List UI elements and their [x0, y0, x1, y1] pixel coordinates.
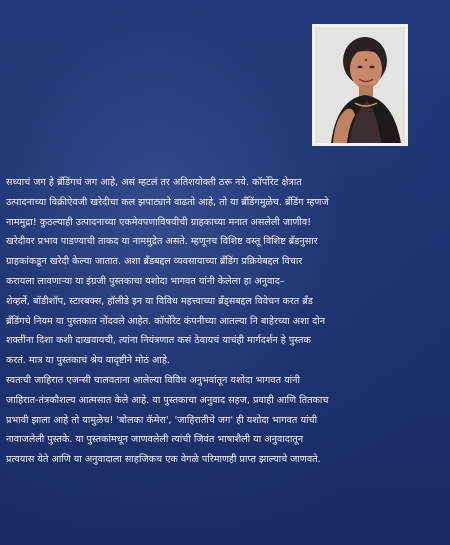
blurb-line: ब्रँडिंगचे नियम या पुस्तकात नोंदवले आहेत. कॉर्पोरेट कंपनीच्या आतल्या नि बाहेरच्या अशा दोन — [6, 315, 326, 327]
blurb-paragraph-1 — [6, 173, 440, 371]
blurb-line: खरेदीवर प्रभाव पाडण्याची ताकद या नाममुद्रेत असते. म्हणूनच विशिष्ट वस्तू विशिष्ट ब्रँडनुसार — [6, 236, 318, 248]
blurb-line: प्रत्ययास येते आणि या अनुवादाला साहजिकच एक वेगळे परिमाणही प्राप्त झाल्याचे जाणवते. — [6, 454, 321, 466]
blurb-paragraph-2 — [6, 371, 440, 470]
author-photo-frame — [312, 24, 408, 146]
blurb-line: ग्राहकांकडून खरेदी केल्या जातात. अशा ब्रँडबद्दल व्यवसायाच्या ब्रँडिंग प्रक्रियेबद्दल विचार — [6, 256, 303, 268]
author-portrait-icon — [315, 27, 405, 143]
blurb-line: करायला लावणाऱ्या या इंग्रजी पुस्तकाचा यशोदा भागवत यांनी केलेला हा अनुवाद– — [6, 275, 285, 287]
author-portrait-svg — [315, 27, 405, 143]
blurb-line: शक्तींना दिशा कशी दाखवायची, त्यांना नियंत्रणात कसं ठेवायचं याचंही मार्गदर्शन हे पुस्तक — [6, 335, 311, 347]
blurb-line: उत्पादनाच्या विक्रीऐवजी खरेदीचा कल झपाट्याने वाढतो आहे, तो या ब्रँडिंगमुळेच. ब्रँडिंग म्हणजे — [6, 196, 329, 208]
blurb-line: नावाजलेली पुस्तके. या पुस्तकांमधून जाणवलेली त्यांची जिवंत भाषाशैली या अनुवादातून — [6, 434, 304, 446]
blurb-line: करतं. मात्र या पुस्तकाचं श्रेय यादृष्टीने मोठं आहे. — [6, 355, 170, 367]
blurb-line: सध्याचं जग हे ब्रँडिंगचं जग आहे, असं म्हटलं तर अतिशयोक्ती ठरू नये. कॉर्पोरेट क्षेत्रात — [6, 177, 302, 188]
blurb-line: स्वतःची जाहिरात एजन्सी चालवताना आलेल्या विविध अनुभवांतून यशोदा भागवत यांनी — [6, 374, 300, 386]
blurb-line: प्रभावी झाला आहे तो यामुळेच! 'बोलका कॅमेरा', 'जाहिरातीचे जग' ही यशोदा भागवत यांची — [6, 414, 318, 426]
book-blurb — [6, 173, 440, 470]
blurb-line: नाममुद्रा! कुठल्याही उत्पादनाच्या एकमेवपणाविषयीची ग्राहकाच्या मनात असलेली जाणीव! — [6, 216, 312, 228]
blurb-line: शेव्हर्ले, बॉडीशॉप, स्टारबक्स, हॉलीडे इन या विविध महत्त्वाच्या ब्रँड्सबद्दल विवेचन करत ब्रँड — [6, 295, 313, 307]
blurb-line: जाहिरात-तंत्रकौशल्य आत्मसात केले आहे. या पुस्तकाचा अनुवाद सहज, प्रवाही आणि तितकाच — [6, 394, 329, 406]
